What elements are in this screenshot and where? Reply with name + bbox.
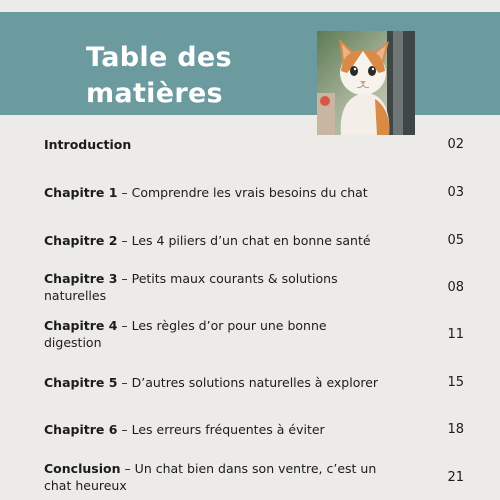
toc-text: – Un chat bien dans son ventre, c’est un chat heureux	[44, 461, 377, 493]
toc-row-chapitre-6	[44, 420, 464, 438]
toc-page-number: 11	[447, 326, 464, 342]
toc-label: Chapitre 2	[44, 232, 118, 248]
toc-entry	[44, 421, 384, 438]
top-margin	[0, 0, 500, 12]
toc-entry	[44, 232, 384, 249]
toc-label: Chapitre 5	[44, 374, 118, 390]
toc-label: Conclusion	[44, 461, 121, 476]
toc-entry	[44, 184, 384, 201]
toc-entry	[44, 270, 384, 304]
cat-photo	[317, 31, 415, 135]
toc-text: – D’autres solutions naturelles à explorer	[117, 374, 379, 390]
toc-label: Chapitre 4	[44, 318, 118, 333]
toc-page-number: 15	[447, 374, 464, 390]
toc-label: Chapitre 3	[44, 271, 118, 286]
toc-label: Introduction	[44, 136, 132, 152]
toc-text: – Les 4 piliers d’un chat en bonne santé	[117, 232, 371, 248]
toc-text: – Comprendre les vrais besoins du chat	[117, 184, 368, 200]
page-title	[86, 40, 232, 112]
toc-page-number: 02	[447, 136, 464, 152]
toc-text: – Petits maux courants & solutions naturelles	[44, 271, 338, 303]
title-line-1: Table des	[86, 42, 232, 73]
toc-page-number: 21	[447, 469, 464, 485]
toc-row-chapitre-4	[44, 318, 464, 350]
toc-page-number: 03	[447, 184, 464, 200]
title-line-2: matières	[86, 78, 223, 109]
toc-label: Chapitre 1	[44, 184, 118, 200]
header-banner	[0, 12, 500, 115]
toc-entry	[44, 136, 384, 153]
toc-entry	[44, 460, 384, 494]
toc-row-chapitre-5	[44, 373, 464, 391]
toc-page-number: 05	[447, 232, 464, 248]
toc-row-chapitre-1	[44, 183, 464, 201]
toc-page-number: 18	[447, 421, 464, 437]
toc-row-conclusion	[44, 459, 464, 495]
toc-entry	[44, 374, 384, 391]
toc-text: – Les règles d’or pour une bonne digestion	[44, 318, 327, 350]
toc-row-chapitre-2	[44, 231, 464, 249]
toc-label: Chapitre 6	[44, 421, 118, 437]
toc-row-chapitre-3	[44, 269, 464, 305]
toc-row-introduction	[44, 135, 464, 153]
toc-page-number: 08	[447, 279, 464, 295]
toc-entry	[44, 317, 384, 351]
cat-photo-illustration	[317, 31, 415, 135]
toc-text: – Les erreurs fréquentes à éviter	[117, 421, 325, 437]
